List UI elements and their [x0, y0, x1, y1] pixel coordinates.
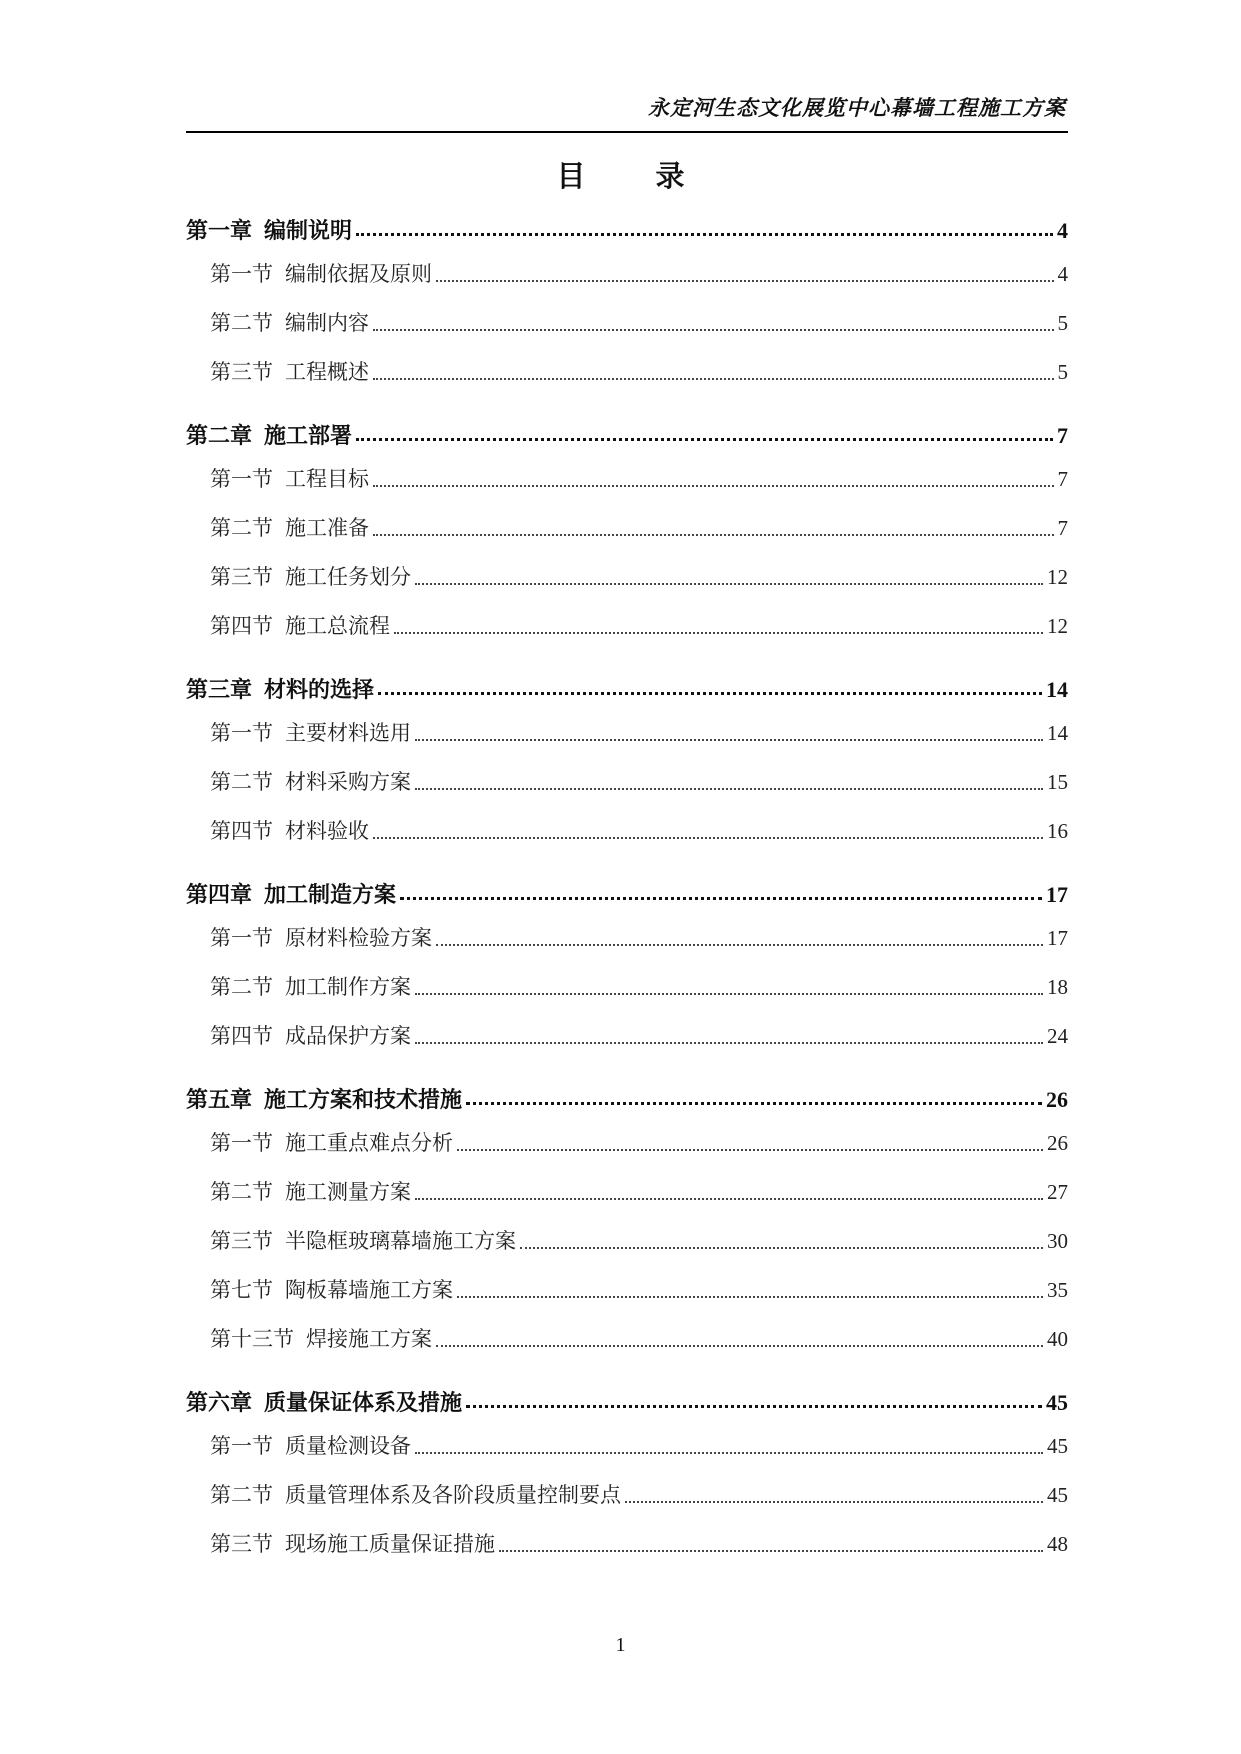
toc-section-label: [210, 922, 432, 952]
toc-section[interactable]: [186, 1528, 1068, 1577]
toc-section[interactable]: [186, 717, 1068, 766]
dot-leader: [415, 1041, 1043, 1044]
toc-section-page: 7: [1057, 467, 1068, 491]
running-header: 永定河生态文化展览中心幕墙工程施工方案: [648, 95, 1066, 120]
toc-chapter-number: 第三章: [186, 678, 253, 703]
toc-section[interactable]: [186, 1274, 1068, 1323]
toc-chapter-page: 45: [1046, 1390, 1068, 1415]
toc-chapter[interactable]: [186, 1386, 1068, 1430]
toc-section-title: 施工准备: [285, 516, 369, 540]
dot-leader: [394, 631, 1043, 634]
toc-section-page: 17: [1047, 926, 1068, 950]
toc-section-page: 40: [1047, 1327, 1068, 1351]
chapter-block: [186, 1083, 1068, 1372]
dot-leader: [373, 377, 1054, 380]
toc-section-title: 质量检测设备: [285, 1434, 411, 1458]
table-of-contents: [186, 214, 1068, 1591]
toc-section-number: 第二节: [210, 311, 273, 335]
toc-section-title: 编制依据及原则: [285, 262, 432, 286]
toc-chapter-title: 加工制造方案: [264, 883, 397, 908]
dot-leader: [436, 1344, 1043, 1347]
dot-leader: [356, 232, 1053, 236]
toc-section-number: 第一节: [210, 721, 273, 745]
chapter-block: [186, 1386, 1068, 1577]
toc-section-label: [210, 717, 411, 747]
chapter-block: [186, 419, 1068, 659]
toc-section-number: 第四节: [210, 1024, 273, 1048]
toc-section-page: 16: [1047, 819, 1068, 843]
toc-section-title: 施工任务划分: [285, 565, 411, 589]
toc-section[interactable]: [186, 463, 1068, 512]
toc-section[interactable]: [186, 815, 1068, 864]
toc-section[interactable]: [186, 922, 1068, 971]
toc-chapter-title: 施工部署: [264, 424, 353, 449]
toc-section-number: 第二节: [210, 1180, 273, 1204]
toc-section[interactable]: [186, 1479, 1068, 1528]
dot-leader: [373, 484, 1054, 487]
toc-section-title: 焊接施工方案: [306, 1327, 432, 1351]
dot-leader: [520, 1246, 1043, 1249]
toc-section[interactable]: [186, 971, 1068, 1020]
toc-section-label: [210, 1225, 516, 1255]
chapter-block: [186, 214, 1068, 405]
toc-section-page: 48: [1047, 1532, 1068, 1556]
toc-chapter-title: 质量保证体系及措施: [264, 1391, 463, 1416]
toc-section-page: 15: [1047, 770, 1068, 794]
toc-chapter-label: [186, 419, 352, 450]
toc-section-number: 第一节: [210, 1131, 273, 1155]
toc-section-label: [210, 1323, 432, 1353]
toc-section-title: 施工重点难点分析: [285, 1131, 453, 1155]
dot-leader: [436, 943, 1043, 946]
toc-section-page: 35: [1047, 1278, 1068, 1302]
toc-section-title: 加工制作方案: [285, 975, 411, 999]
toc-section-number: 第一节: [210, 262, 273, 286]
toc-section-number: 第一节: [210, 1434, 273, 1458]
toc-section-label: [210, 1176, 411, 1206]
toc-section-label: [210, 561, 411, 591]
toc-section-title: 施工总流程: [285, 614, 390, 638]
toc-section-label: [210, 463, 369, 493]
toc-section-title: 原材料检验方案: [285, 926, 432, 950]
toc-section-number: 第二节: [210, 516, 273, 540]
toc-section[interactable]: [186, 1176, 1068, 1225]
toc-section[interactable]: [186, 561, 1068, 610]
toc-section-title: 材料采购方案: [285, 770, 411, 794]
toc-section-number: 第二节: [210, 975, 273, 999]
toc-chapter-number: 第二章: [186, 424, 253, 449]
toc-chapter[interactable]: [186, 214, 1068, 258]
toc-section-title: 材料验收: [285, 819, 369, 843]
dot-leader: [378, 691, 1042, 695]
toc-section-label: [210, 1020, 411, 1050]
toc-section-label: [210, 512, 369, 542]
dot-leader: [415, 992, 1043, 995]
toc-section-title: 编制内容: [285, 311, 369, 335]
toc-section[interactable]: [186, 307, 1068, 356]
toc-chapter[interactable]: [186, 1083, 1068, 1127]
toc-section-label: [210, 356, 369, 386]
toc-section-page: 4: [1057, 262, 1068, 286]
toc-section-number: 第三节: [210, 1532, 273, 1556]
dot-leader: [466, 1101, 1042, 1105]
chapter-block: [186, 673, 1068, 864]
toc-chapter-label: [186, 214, 352, 245]
toc-chapter[interactable]: [186, 673, 1068, 717]
toc-chapter-page: 17: [1046, 882, 1068, 907]
toc-section-number: 第一节: [210, 467, 273, 491]
toc-section[interactable]: [186, 610, 1068, 659]
toc-section-label: [210, 1479, 621, 1509]
toc-chapter-number: 第五章: [186, 1088, 253, 1113]
toc-section[interactable]: [186, 1430, 1068, 1479]
toc-section-page: 7: [1057, 516, 1068, 540]
toc-chapter-label: [186, 878, 396, 909]
dot-leader: [457, 1295, 1043, 1298]
dot-leader: [436, 279, 1054, 282]
toc-title: 目 录: [556, 159, 715, 193]
toc-chapter-page: 7: [1057, 423, 1068, 448]
toc-section-page: 12: [1047, 565, 1068, 589]
dot-leader: [415, 582, 1043, 585]
toc-section-label: [210, 1528, 495, 1558]
toc-section-label: [210, 258, 432, 288]
dot-leader: [400, 896, 1042, 900]
toc-section-page: 5: [1057, 311, 1068, 335]
toc-section-label: [210, 307, 369, 337]
toc-chapter-label: [186, 1083, 462, 1114]
toc-chapter-page: 26: [1046, 1087, 1068, 1112]
toc-section-title: 半隐框玻璃幕墙施工方案: [285, 1229, 516, 1253]
dot-leader: [415, 1451, 1043, 1454]
toc-section-page: 45: [1047, 1434, 1068, 1458]
toc-section-page: 26: [1047, 1131, 1068, 1155]
toc-section-page: 18: [1047, 975, 1068, 999]
toc-section-number: 第四节: [210, 819, 273, 843]
dot-leader: [499, 1549, 1043, 1552]
dot-leader: [466, 1404, 1042, 1408]
toc-section-number: 第二节: [210, 770, 273, 794]
toc-chapter-title: 编制说明: [264, 219, 353, 244]
toc-section[interactable]: [186, 356, 1068, 405]
toc-section-number: 第一节: [210, 926, 273, 950]
page-number: 1: [615, 1634, 626, 1656]
toc-section-title: 陶板幕墙施工方案: [285, 1278, 453, 1302]
toc-section-number: 第二节: [210, 1483, 273, 1507]
dot-leader: [625, 1500, 1043, 1503]
toc-section-number: 第十三节: [210, 1327, 294, 1351]
toc-section-title: 质量管理体系及各阶段质量控制要点: [285, 1483, 621, 1507]
toc-chapter-label: [186, 673, 374, 704]
toc-section-number: 第三节: [210, 565, 273, 589]
toc-chapter[interactable]: [186, 419, 1068, 463]
toc-section[interactable]: [186, 1127, 1068, 1176]
toc-chapter-page: 14: [1046, 677, 1068, 702]
toc-section-page: 45: [1047, 1483, 1068, 1507]
dot-leader: [457, 1148, 1043, 1151]
header-rule: [186, 131, 1068, 133]
dot-leader: [415, 738, 1043, 741]
dot-leader: [415, 1197, 1043, 1200]
toc-section-label: [210, 610, 390, 640]
toc-section-page: 12: [1047, 614, 1068, 638]
toc-chapter-label: [186, 1386, 462, 1417]
dot-leader: [373, 533, 1054, 536]
toc-section-number: 第七节: [210, 1278, 273, 1302]
toc-section-number: 第三节: [210, 1229, 273, 1253]
toc-section-title: 成品保护方案: [285, 1024, 411, 1048]
toc-section-title: 施工测量方案: [285, 1180, 411, 1204]
toc-section-label: [210, 1127, 453, 1157]
toc-section-page: 14: [1047, 721, 1068, 745]
toc-section[interactable]: [186, 1323, 1068, 1372]
toc-section-title: 现场施工质量保证措施: [285, 1532, 495, 1556]
dot-leader: [356, 437, 1053, 441]
toc-chapter-title: 材料的选择: [264, 678, 375, 703]
toc-section-label: [210, 971, 411, 1001]
toc-section-page: 30: [1047, 1229, 1068, 1253]
toc-section[interactable]: [186, 1225, 1068, 1274]
toc-section-title: 工程概述: [285, 360, 369, 384]
toc-section-title: 主要材料选用: [285, 721, 411, 745]
toc-section-label: [210, 1430, 411, 1460]
toc-chapter[interactable]: [186, 878, 1068, 922]
chapter-block: [186, 878, 1068, 1069]
toc-section-number: 第四节: [210, 614, 273, 638]
toc-chapter-page: 4: [1057, 218, 1068, 243]
toc-chapter-number: 第四章: [186, 883, 253, 908]
toc-chapter-title: 施工方案和技术措施: [264, 1088, 463, 1113]
toc-section-number: 第三节: [210, 360, 273, 384]
dot-leader: [415, 787, 1043, 790]
toc-section-page: 27: [1047, 1180, 1068, 1204]
toc-section[interactable]: [186, 258, 1068, 307]
toc-section[interactable]: [186, 512, 1068, 561]
dot-leader: [373, 328, 1054, 331]
dot-leader: [373, 836, 1043, 839]
toc-chapter-number: 第六章: [186, 1391, 253, 1416]
toc-chapter-number: 第一章: [186, 219, 253, 244]
toc-section-page: 24: [1047, 1024, 1068, 1048]
toc-section-label: [210, 815, 369, 845]
toc-section-label: [210, 1274, 453, 1304]
toc-section[interactable]: [186, 1020, 1068, 1069]
toc-section-page: 5: [1057, 360, 1068, 384]
toc-section-label: [210, 766, 411, 796]
toc-section[interactable]: [186, 766, 1068, 815]
toc-section-title: 工程目标: [285, 467, 369, 491]
